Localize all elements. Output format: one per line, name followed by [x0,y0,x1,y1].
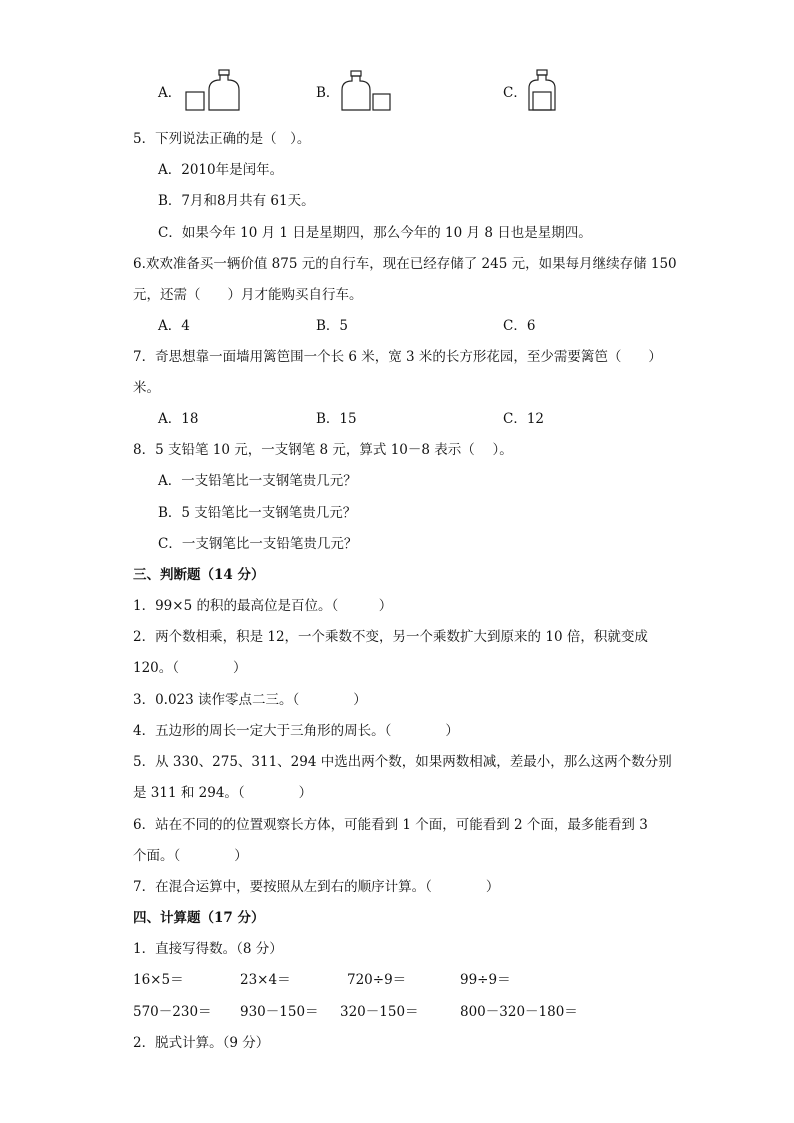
calc-item: 720÷9＝ [347,972,407,988]
calc-item: 23×4＝ [240,972,291,988]
calc-q1-stem: 1．直接写得数。（8 分） [133,941,283,957]
judge-item-2-line2: 120。（ ） [133,660,247,676]
bottle-in-front-of-square-icon [526,68,560,112]
square-and-bottle-icon [184,68,244,112]
q4-option-a-label: A． [158,85,182,101]
judge-item-5-line2: 是 311 和 294。（ ） [133,785,313,801]
q6-option-a: A．4 [158,318,190,334]
judge-item-4: 4．五边形的周长一定大于三角形的周长。（ ） [133,723,459,739]
judge-item-5-line1: 5．从 330、275、311、294 中选出两个数，如果两数相减，差最小，那么这两个数分别 [133,754,672,770]
q5-option-a: A．2010年是闰年。 [158,162,284,178]
q4-option-b-label: B． [316,85,340,101]
q6-stem-line2: 元，还需（ ）月才能购买自行车。 [133,287,363,303]
calc-item: 930－150＝ [240,1004,319,1020]
calc-item: 99÷9＝ [460,972,511,988]
q6-option-b: B．5 [316,318,349,334]
q7-option-a: A．18 [158,411,199,427]
calc-q2-stem: 2．脱式计算。（9 分） [133,1035,270,1051]
q4-option-c-label: C． [503,85,527,101]
q7-option-c: C．12 [503,411,545,427]
q7-stem-line1: 7．奇思想靠一面墙用篱笆围一个长 6 米，宽 3 米的长方形花园，至少需要篱笆（ ） [133,349,662,365]
q8-option-a: A．一支铅笔比一支钢笔贵几元？ [158,473,357,489]
judge-item-1: 1．99×5 的积的最高位是百位。（ ） [133,598,393,614]
calc-item: 320－150＝ [340,1004,419,1020]
q7-stem-line2: 米。 [133,380,160,396]
judge-item-2-line1: 2．两个数相乘，积是 12，一个乘数不变，另一个乘数扩大到原来的 10 倍，积就变成 [133,629,648,645]
q8-option-c: C．一支钢笔比一支铅笔贵几元？ [158,536,358,552]
q7-option-b: B．15 [316,411,357,427]
q5-stem: 5．下列说法正确的是（ ）。 [133,131,311,147]
judge-item-7: 7．在混合运算中，要按照从左到右的顺序计算。（ ） [133,879,500,895]
q5-option-c: C．如果今年 10 月 1 日是星期四，那么今年的 10 月 8 日也是星期四。 [158,225,592,241]
q5-option-b: B．7月和8月共有 61天。 [158,193,315,209]
judge-item-6-line1: 6．站在不同的的位置观察长方体，可能看到 1 个面，可能看到 2 个面，最多能看到 3 [133,817,648,833]
q6-stem-line1: 6.欢欢准备买一辆价值 875 元的自行车，现在已经存储了 245 元，如果每月继续存储 150 [133,256,677,272]
q8-option-b: B．5 支铅笔比一支钢笔贵几元？ [158,505,357,521]
q8-stem: 8．5 支铅笔 10 元，一支钢笔 8 元，算式 10－8 表示（ ）。 [133,442,513,458]
calc-item: 800－320－180＝ [460,1004,578,1020]
q6-option-c: C．6 [503,318,536,334]
judge-item-3: 3．0.023 读作零点二三。（ ） [133,692,367,708]
calc-item: 16×5＝ [133,972,184,988]
section-4-title: 四、计算题（17 分） [133,910,265,926]
bottle-and-square-icon [340,68,396,112]
section-3-title: 三、判断题（14 分） [133,567,265,583]
calc-item: 570－230＝ [133,1004,212,1020]
judge-item-6-line2: 个面。（ ） [133,848,248,864]
